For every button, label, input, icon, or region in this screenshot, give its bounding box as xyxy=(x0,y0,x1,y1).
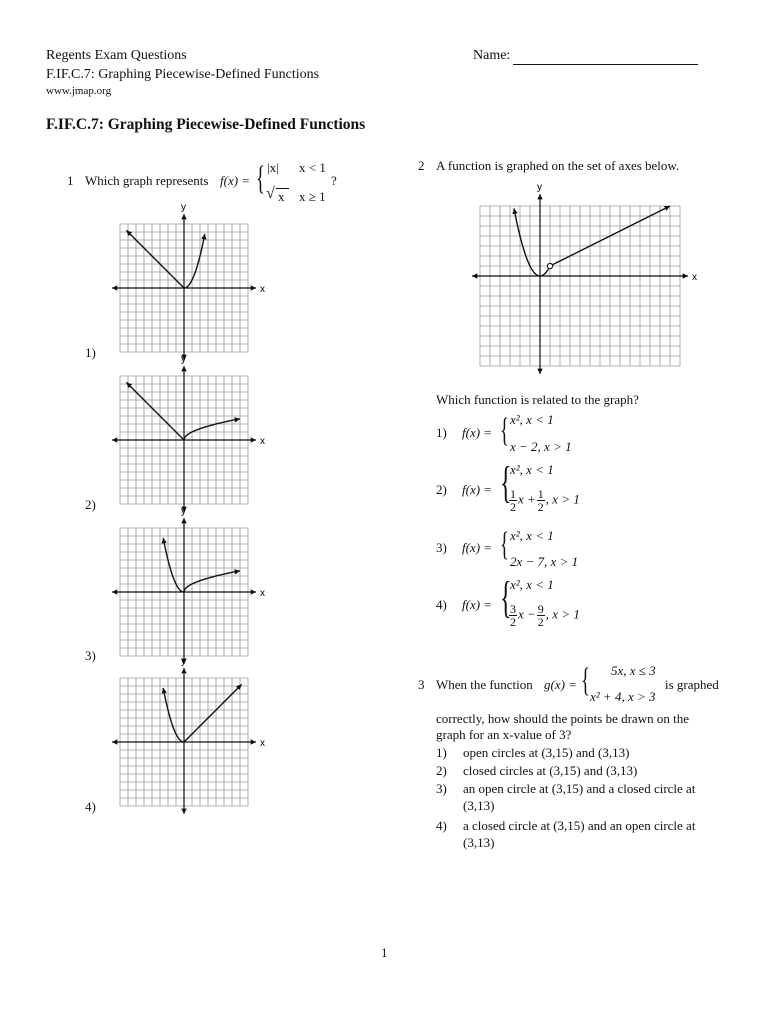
graph-curve xyxy=(126,382,184,440)
q2-choice-2-label[interactable]: 2) xyxy=(436,482,447,497)
open-circle xyxy=(547,263,552,268)
q2-choice-3-func: f(x) = xyxy=(462,540,493,555)
q2-choice-1-case2: x − 2, x > 1 xyxy=(510,439,572,454)
q2-choice-4-label[interactable]: 4) xyxy=(436,597,447,612)
q3-number: 3 xyxy=(418,677,425,692)
q3-choice-4-label[interactable]: 4) xyxy=(436,818,447,833)
arrowhead xyxy=(251,589,256,594)
q2-choice-3-case2: 2x − 7, x > 1 xyxy=(510,554,579,569)
frac-den: 2 xyxy=(510,500,516,514)
x-axis-label: x xyxy=(260,284,265,295)
x-axis-label: x xyxy=(260,436,265,447)
arrowhead xyxy=(162,688,167,694)
q3-choice-4-text2[interactable]: (3,13) xyxy=(463,835,495,850)
arrowhead xyxy=(251,285,256,290)
frac-den: 2 xyxy=(537,500,544,514)
frac-den: 2 xyxy=(510,615,516,629)
q2-choice-1-case1: x², x < 1 xyxy=(510,412,554,427)
q1-graph-1 xyxy=(108,202,265,356)
arrowhead xyxy=(683,273,688,278)
q1-brace: { xyxy=(256,160,265,197)
q1-graph-4 xyxy=(108,656,265,810)
arrowhead xyxy=(112,437,117,442)
q2-text: A function is graphed on the set of axes below. xyxy=(436,158,680,173)
q2-choice-2-func: f(x) = xyxy=(462,482,493,497)
x-axis-label: x xyxy=(260,588,265,599)
q3-case2: x² + 4, x > 3 xyxy=(590,689,656,704)
frac-den: 2 xyxy=(537,615,544,629)
arrowhead xyxy=(472,273,477,278)
q1-case1-expr: |x| xyxy=(267,160,279,175)
y-axis-label: y xyxy=(181,202,186,213)
q1-case1-cond: x < 1 xyxy=(299,160,326,175)
arrowhead xyxy=(512,208,517,214)
arrowhead xyxy=(112,739,117,744)
q2-choice-1-func: f(x) = xyxy=(462,425,493,440)
frac-num: 1 xyxy=(510,487,516,501)
q2-choice-4-brace: { xyxy=(500,573,512,622)
q1-case2-cond: x ≥ 1 xyxy=(299,189,326,204)
q2-graph xyxy=(470,182,697,374)
q3-choice-3-text[interactable]: an open circle at (3,15) and a closed circle at xyxy=(463,781,696,796)
q2-choice-4-func: f(x) = xyxy=(462,597,493,612)
frac-num: 9 xyxy=(537,602,544,616)
y-axis-label: y xyxy=(181,506,186,517)
q2-number: 2 xyxy=(418,158,425,173)
arrowhead xyxy=(234,417,240,422)
q1-choice-4-label[interactable]: 4) xyxy=(85,799,96,814)
q1-case2-root: √ xyxy=(266,185,275,202)
q2-choice-2-case2 xyxy=(508,488,580,513)
case2-mid: x + xyxy=(518,491,536,507)
arrowhead xyxy=(181,214,186,219)
q1-qmark: ? xyxy=(331,173,337,188)
q1-text: Which graph represents xyxy=(85,173,209,188)
q3-line3: graph for an x-value of 3? xyxy=(436,727,572,742)
q3-case1: 5x, x ≤ 3 xyxy=(611,663,656,678)
arrowhead xyxy=(162,538,167,544)
q3-choice-4-text[interactable]: a closed circle at (3,15) and an open circle at xyxy=(463,818,696,833)
q1-case2-var: x xyxy=(278,189,285,204)
q3-text-a: When the function xyxy=(436,677,533,692)
q1-graph-3 xyxy=(108,506,265,660)
q2-choice-4-case1: x², x < 1 xyxy=(510,577,554,592)
x-axis-label: x xyxy=(260,738,265,749)
arrowhead xyxy=(251,739,256,744)
q2-choice-3-case1: x², x < 1 xyxy=(510,528,554,543)
x-axis-label: x xyxy=(692,272,697,283)
y-axis-label: y xyxy=(181,354,186,365)
q2-prompt: Which function is related to the graph? xyxy=(436,392,639,407)
q3-choice-2-text[interactable]: closed circles at (3,15) and (3,13) xyxy=(463,763,638,778)
y-axis-label: y xyxy=(537,182,542,193)
header-line1: Regents Exam Questions xyxy=(46,48,187,63)
arrowhead xyxy=(537,194,542,199)
q1-choice-2-label[interactable]: 2) xyxy=(85,497,96,512)
header-line2: F.IF.C.7: Graphing Piecewise-Defined Functions xyxy=(46,67,320,82)
arrowhead xyxy=(181,518,186,523)
q3-choice-3-label[interactable]: 3) xyxy=(436,781,447,796)
q2-choice-1-label[interactable]: 1) xyxy=(436,425,447,440)
q2-choice-3-label[interactable]: 3) xyxy=(436,540,447,555)
q3-line2: correctly, how should the points be drawn on the xyxy=(436,711,689,726)
q2-choice-4-case2 xyxy=(508,603,580,628)
arrowhead xyxy=(201,234,206,240)
arrowhead xyxy=(181,809,186,814)
page-number: 1 xyxy=(381,945,388,960)
arrowhead xyxy=(181,668,186,673)
graph-curve xyxy=(184,684,242,742)
q2-choice-1-brace: { xyxy=(500,412,509,449)
name-field[interactable] xyxy=(513,64,698,65)
q3-brace: { xyxy=(581,662,590,699)
name-label: Name: xyxy=(473,48,511,63)
arrowhead xyxy=(181,366,186,371)
arrowhead xyxy=(112,589,117,594)
page-title: F.IF.C.7: Graphing Piecewise-Defined Functions xyxy=(46,116,366,133)
graph-curve xyxy=(126,230,184,288)
arrowhead xyxy=(234,569,240,574)
q3-text-b: is graphed xyxy=(665,677,719,692)
arrowhead xyxy=(537,369,542,374)
q2-choice-2-brace: { xyxy=(500,458,512,507)
arrowhead xyxy=(112,285,117,290)
q1-func: f(x) = xyxy=(220,173,251,188)
q2-choice-2-case1: x², x < 1 xyxy=(510,462,554,477)
case2-tail: , x > 1 xyxy=(545,491,580,507)
case2-mid: x − xyxy=(518,606,536,622)
q3-func: g(x) = xyxy=(544,677,577,692)
case2-tail: , x > 1 xyxy=(545,606,580,622)
q2-choice-3-brace: { xyxy=(500,526,509,563)
frac-num: 3 xyxy=(510,602,516,616)
header-site: www.jmap.org xyxy=(46,85,112,97)
q3-choice-1-label[interactable]: 1) xyxy=(436,745,447,760)
y-axis-label: y xyxy=(181,656,186,667)
q3-choice-2-label[interactable]: 2) xyxy=(436,763,447,778)
q1-choice-1-label[interactable]: 1) xyxy=(85,345,96,360)
q3-choice-3-text2[interactable]: (3,13) xyxy=(463,798,495,813)
frac-num: 1 xyxy=(537,487,544,501)
q1-graph-2 xyxy=(108,354,265,508)
q1-number: 1 xyxy=(67,173,74,188)
q1-choice-3-label[interactable]: 3) xyxy=(85,648,96,663)
q3-choice-1-text[interactable]: open circles at (3,15) and (3,13) xyxy=(463,745,630,760)
arrowhead xyxy=(251,437,256,442)
